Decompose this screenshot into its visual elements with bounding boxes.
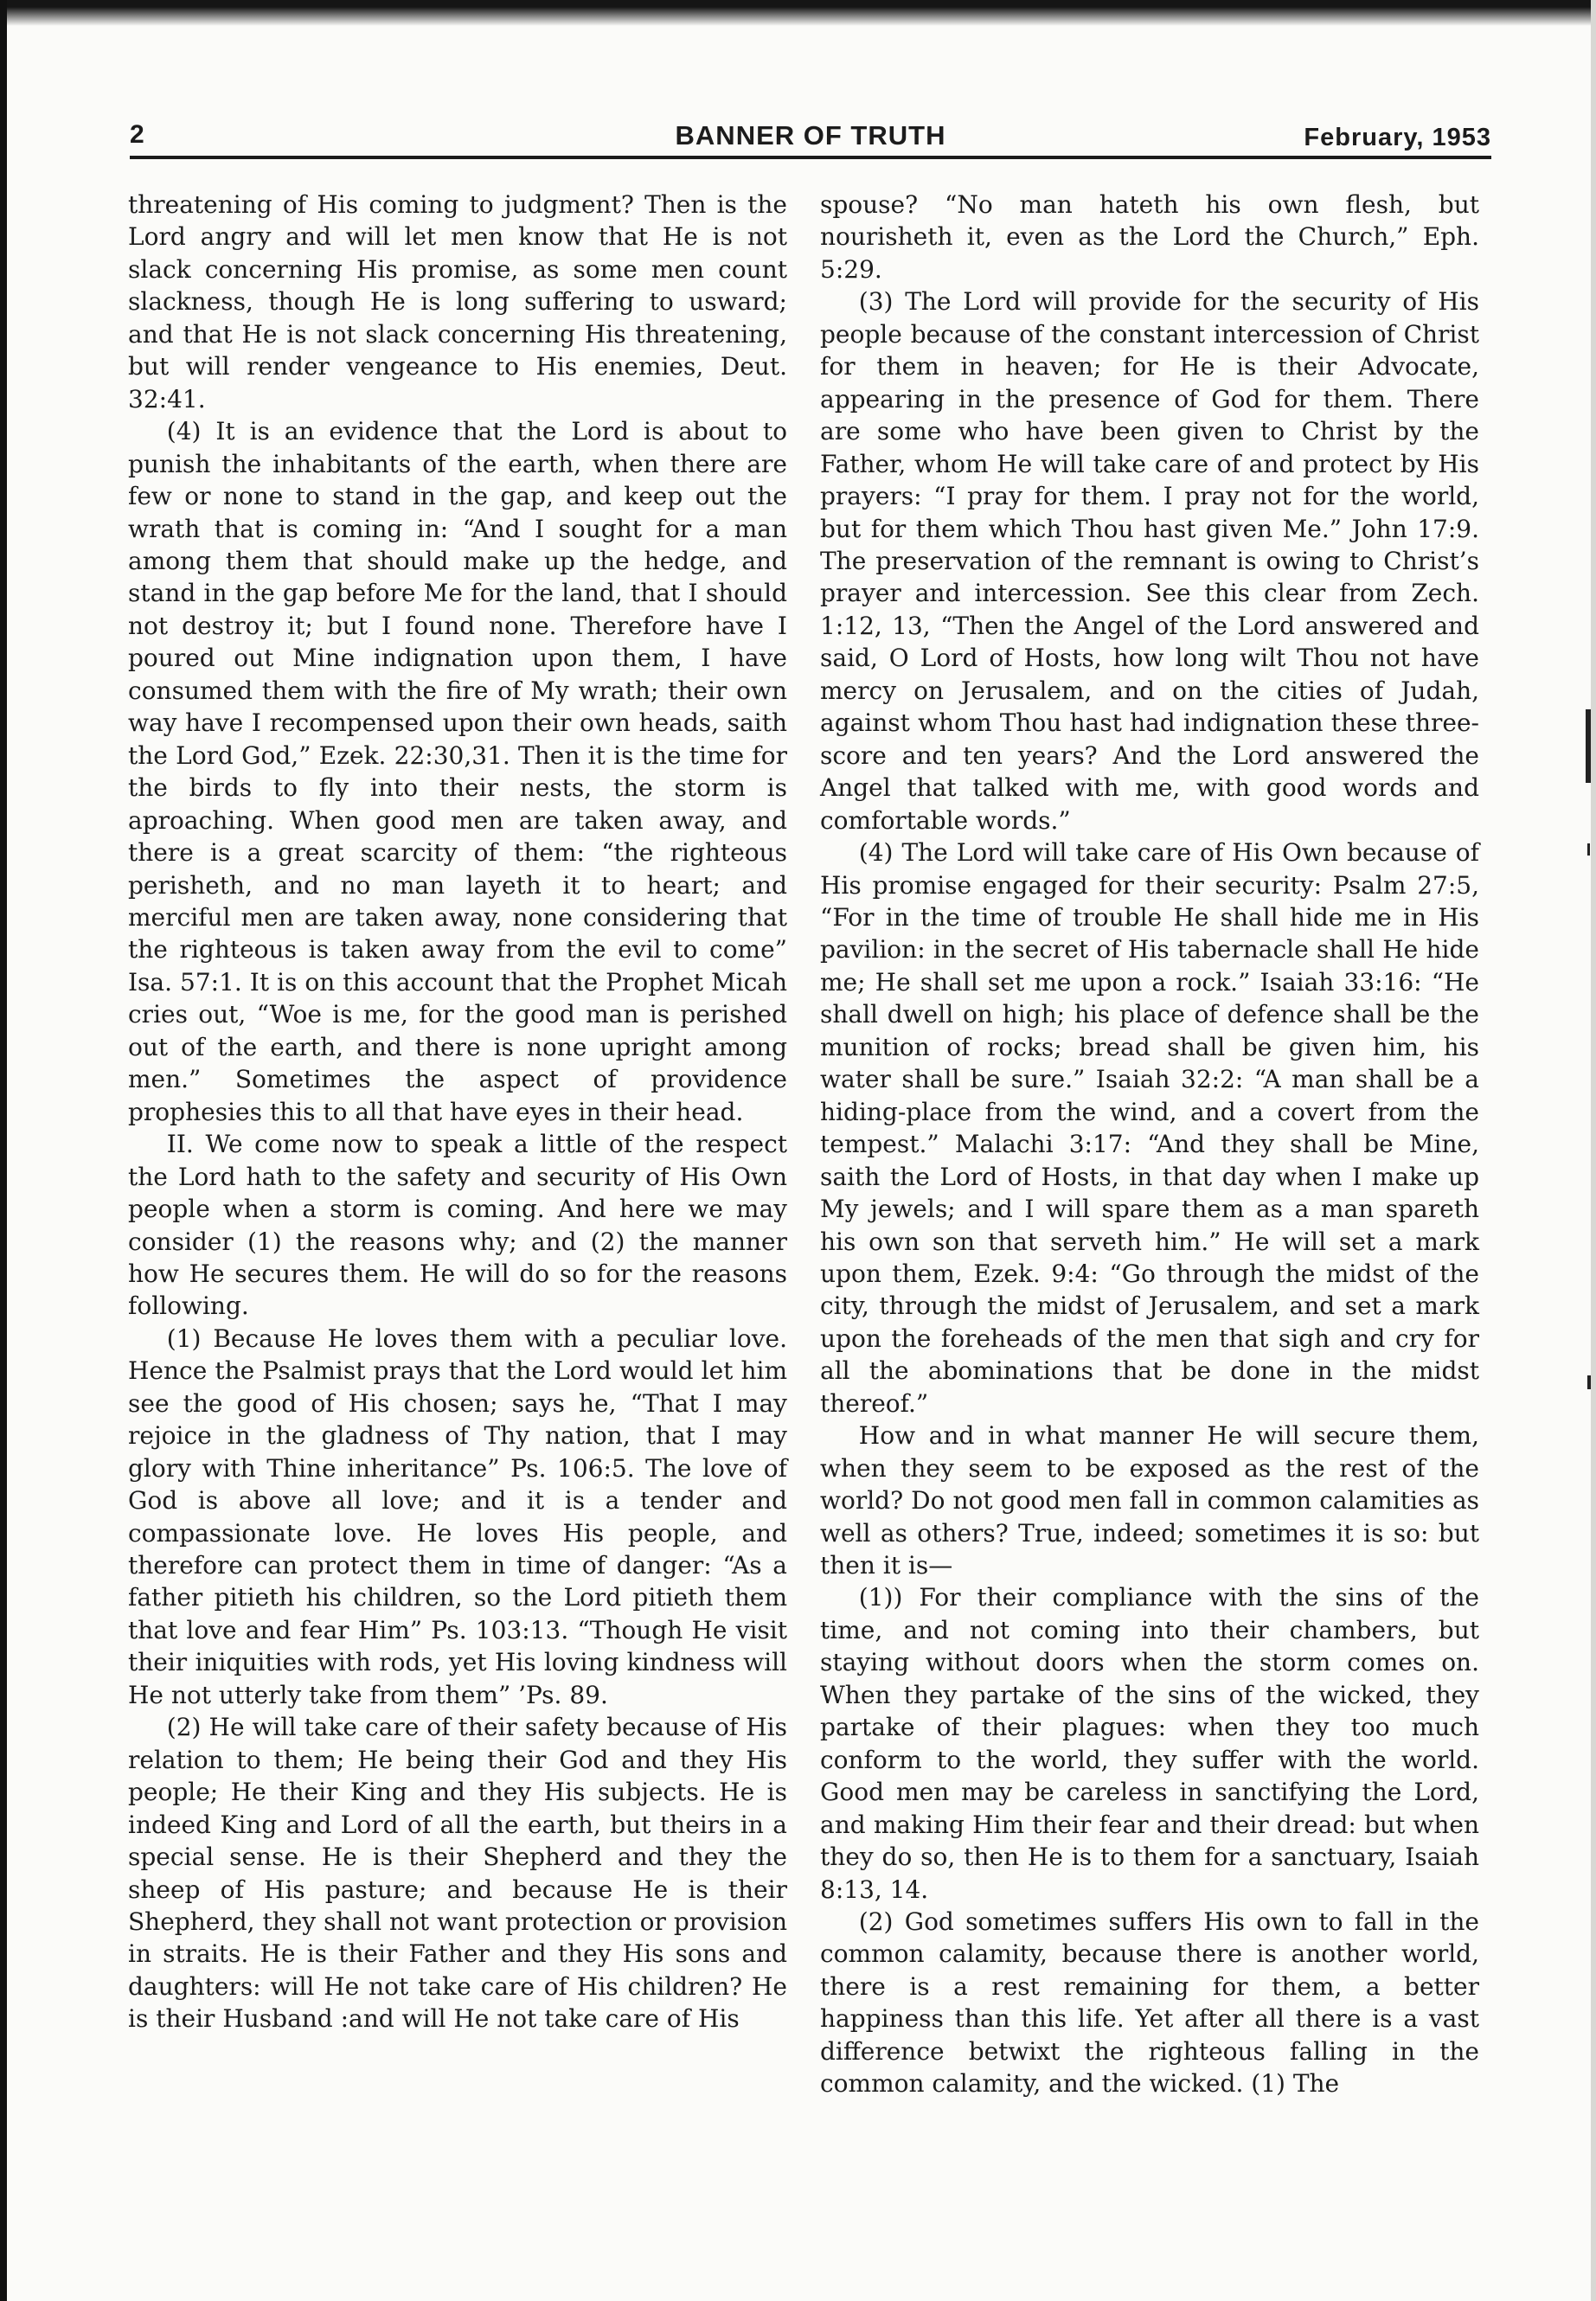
publication-title: BANNER OF TRUTH xyxy=(675,120,946,151)
paragraph: spouse? “No man hateth his own flesh, but nourisheth it, even as the Lord the Church,” Eph. 5:29. xyxy=(820,190,1479,284)
scan-border-left xyxy=(0,0,7,2301)
paragraph: (2) He will take care of their safety because of His relation to them; He being their God and they His people; He their King and they His subjects. He is indeed King and Lord of all the earth, but theirs in a special sense. He is their Shepherd and they the sheep of His pasture; and because He is their Shepherd, they shall not want protection or provision in straits. He is their Father and they His sons and daughters: will He not take care of His children? He is their Husband :and will He not take care of His xyxy=(128,1713,787,2034)
scan-mark xyxy=(1586,709,1591,783)
paragraph: (2) God sometimes suffers His own to fall in the common calamity, because there is another world, there is a rest remaining for them, a better happiness than this life. Yet after all there is a vast difference betwixt the righteous falling in the common calamity, and the wicked. (1) The xyxy=(820,1907,1479,2099)
scan-border-right xyxy=(1591,0,1596,2301)
header-rule xyxy=(130,156,1491,159)
issue-date: February, 1953 xyxy=(1304,124,1491,151)
right-column xyxy=(820,189,1479,2100)
paragraph: (3) The Lord will provide for the security of His people because of the constant intercession of Christ for them in heaven; for He is their Advocate, appearing in the presence of God for them. There are some who have been given to Christ by the Father, whom He will take care of and protect by His prayers: “I pray for them. I pray not for the world, but for them which Thou hast given Me.” John 17:9. The preservation of the remnant is owing to Christ’s prayer and intercession. See this clear from Zech. 1:12, 13, “Then the Angel of the Lord answered and said, O Lord of Hosts, how long wilt Thou not have mercy on Jerusalem, and on the cities of Judah, against whom Thou hast had indignation these three-score and ten years? And the Lord answered the Angel that talked with me, with good words and comfortable words.” xyxy=(820,287,1479,835)
paragraph: (4) The Lord will take care of His Own because of His promise engaged for their security: Psalm 27:5, “For in the time of trouble He shall hide me in His pavilion: in the secret of His tabernacle shall He hide me; He shall set me upon a rock.” Isaiah 33:16: “He shall dwell on high; his place of defence shall be the munition of rocks; bread shall be given him, his water shall be sure.” Isaiah 32:2: “A man shall be a hiding-place from the wind, and a covert from the tempest.” Malachi 3:17: “And they shall be Mine, saith the Lord of Hosts, in that day when I make up My jewels; and I will spare them as a man spareth his own son that serveth him.” He will set a mark upon them, Ezek. 9:4: “Go through the midst of the city, through the midst of Jerusalem, and set a mark upon the foreheads of the men that sigh and cry for all the abominations that be done in the midst thereof.” xyxy=(820,838,1479,1418)
page-number: 2 xyxy=(130,120,144,149)
paragraph: (1)) For their compliance with the sins of the time, and not coming into their chambers, but staying without doors when the storm comes on. When they partake of the sins of the wicked, they partake of their plagues: when they too much conform to the world, they suffer with the world. Good men may be careless in sanctifying the Lord, and making Him their fear and their dread: but when they do so, then He is to them for a sanctuary, Isaiah 8:13, 14. xyxy=(820,1583,1479,1904)
scan-mark xyxy=(1587,1375,1591,1389)
scan-border-top xyxy=(0,0,1596,26)
paragraph: (4) It is an evidence that the Lord is about to punish the inhabitants of the earth, when there are few or none to stand in the gap, and keep out the wrath that is coming in: “And I sought for a man among them that should make up the hedge, and stand in the gap before Me for the land, that I should not destroy it; but I found none. Therefore have I poured out Mine indignation upon them, I have consumed them with the fire of My wrath; their own way have I recompensed upon their own heads, saith the Lord God,” Ezek. 22:30,31. Then it is the time for the birds to fly into their nests, the storm is aproaching. When good men are taken away, and there is a great scarcity of them: “the righteous perisheth, and no man layeth it to heart; and merciful men are taken away, none considering that the righteous is taken away from the evil to come” Isa. 57:1. It is on this account that the Prophet Micah cries out, “Woe is me, for the good man is perished out of the earth, and there is none upright among men.” Sometimes the aspect of providence prophesies this to all that have eyes in their head. xyxy=(128,417,787,1126)
page-header xyxy=(130,117,1491,158)
paragraph: How and in what manner He will secure them, when they seem to be exposed as the rest of the world? Do not good men fall in common calamities as well as others? True, indeed; sometimes it is so: but then it is— xyxy=(820,1421,1479,1580)
paragraph: threatening of His coming to judgment? Then is the Lord angry and will let men know that He is not slack concerning His promise, as some men count slackness, though He is long suffering to usward; and that He is not slack concerning His threatening, but will render vengeance to His enemies, Deut. 32:41. xyxy=(128,190,787,413)
paragraph: II. We come now to speak a little of the respect the Lord hath to the safety and security of His Own people when a storm is coming. And here we may consider (1) the reasons why; and (2) the manner how He secures them. He will do so for the reasons following. xyxy=(128,1130,787,1321)
paragraph: (1) Because He loves them with a peculiar love. Hence the Psalmist prays that the Lord would let him see the good of His chosen; says he, “That I may rejoice in the gladness of Thy nation, that I may glory with Thine inheritance” Ps. 106:5. The love of God is above all love; and it is a tender and compassionate love. He loves His people, and therefore can protect them in time of danger: “As a father pitieth his children, so the Lord pitieth them that love and fear Him” Ps. 103:13. “Though He visit their iniquities with rods, yet His loving kindness will He not utterly take from them” ’Ps. 89. xyxy=(128,1324,787,1709)
scan-mark xyxy=(1587,843,1590,856)
left-column xyxy=(128,189,787,2035)
